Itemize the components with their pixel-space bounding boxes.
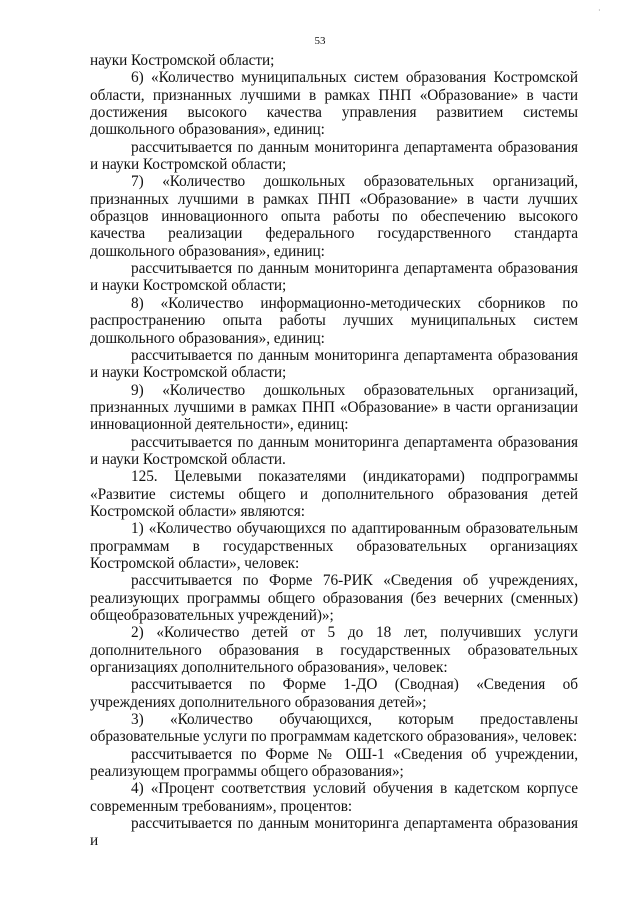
paragraph-p17: 4) «Процент соответствия условий обучения в кадетском корпусе современным требованиям», процентов: [90, 780, 578, 815]
paragraph-p9: рассчитывается по данным мониторинга департамента образования и науки Костромской области. [90, 433, 578, 468]
paragraph-p7: рассчитывается по данным мониторинга департамента образования и науки Костромской области; [90, 346, 578, 382]
paragraph-p18: рассчитывается по данным мониторинга департамента образования и [90, 815, 578, 850]
paragraph-p13: 2) «Количество детей от 5 до 18 лет, получивших услуги дополнительного образования в государственных образовательных организациях дополнительного образования», человек: [90, 624, 578, 677]
paragraph-p8: 9) «Количество дошкольных образовательных организаций, признанных лучшими в рамках ПНП «Образование» в части организации инновационной деятельности», единиц: [90, 381, 578, 434]
paragraph-p11: 1) «Количество обучающихся по адаптированным образовательным программам в государственных образовательных организациях Костромской области», человек: [90, 520, 578, 572]
paragraph-p12: рассчитывается по Форме 76-РИК «Сведения об учреждениях, реализующих программы общего образования (без вечерних (сменных) общеобразовательных учреждений)»; [90, 572, 578, 624]
corner-mark: · [598, 6, 601, 15]
paragraph-p16: рассчитывается по Форме № ОШ-1 «Сведения об учреждении, реализующем программы общего образования»; [90, 745, 578, 781]
paragraph-p10: 125. Целевыми показателями (индикаторами) подпрограммы «Развитие системы общего и дополнительного образования детей Костромской области» являются: [90, 468, 578, 520]
paragraph-p5: рассчитывается по данным мониторинга департамента образования и науки Костромской области; [90, 260, 578, 295]
paragraph-p15: 3) «Количество обучающихся, которым предоставлены образовательные услуги по программам кадетского образования», человек: [90, 711, 578, 746]
paragraph-p14: рассчитывается по Форме 1-ДО (Сводная) «Сведения об учреждениях дополнительного образования детей»; [90, 676, 578, 711]
page-number: 53 [314, 35, 326, 47]
paragraph-p3: рассчитывается по данным мониторинга департамента образования и науки Костромской области; [90, 138, 578, 174]
paragraph-p2: 6) «Количество муниципальных систем образования Костромской области, признанных лучшими в рамках ПНП «Образование» в части достижения высокого качества управления развитием системы дошкольного образования», единиц: [90, 69, 578, 139]
paragraph-p6: 8) «Количество информационно-методических сборников по распространению опыта работы лучших муниципальных систем дошкольного образования», единиц: [90, 294, 578, 347]
document-body [90, 52, 578, 850]
paragraph-p4: 7) «Количество дошкольных образовательных организаций, признанных лучшими в рамках ПНП «Образование» в части лучших образцов инновационного опыта работы по обеспечению высокого качества реализации федерального государственного стандарта дошкольного образования», единиц: [90, 173, 578, 260]
paragraph-p1: науки Костромской области; [90, 52, 275, 69]
